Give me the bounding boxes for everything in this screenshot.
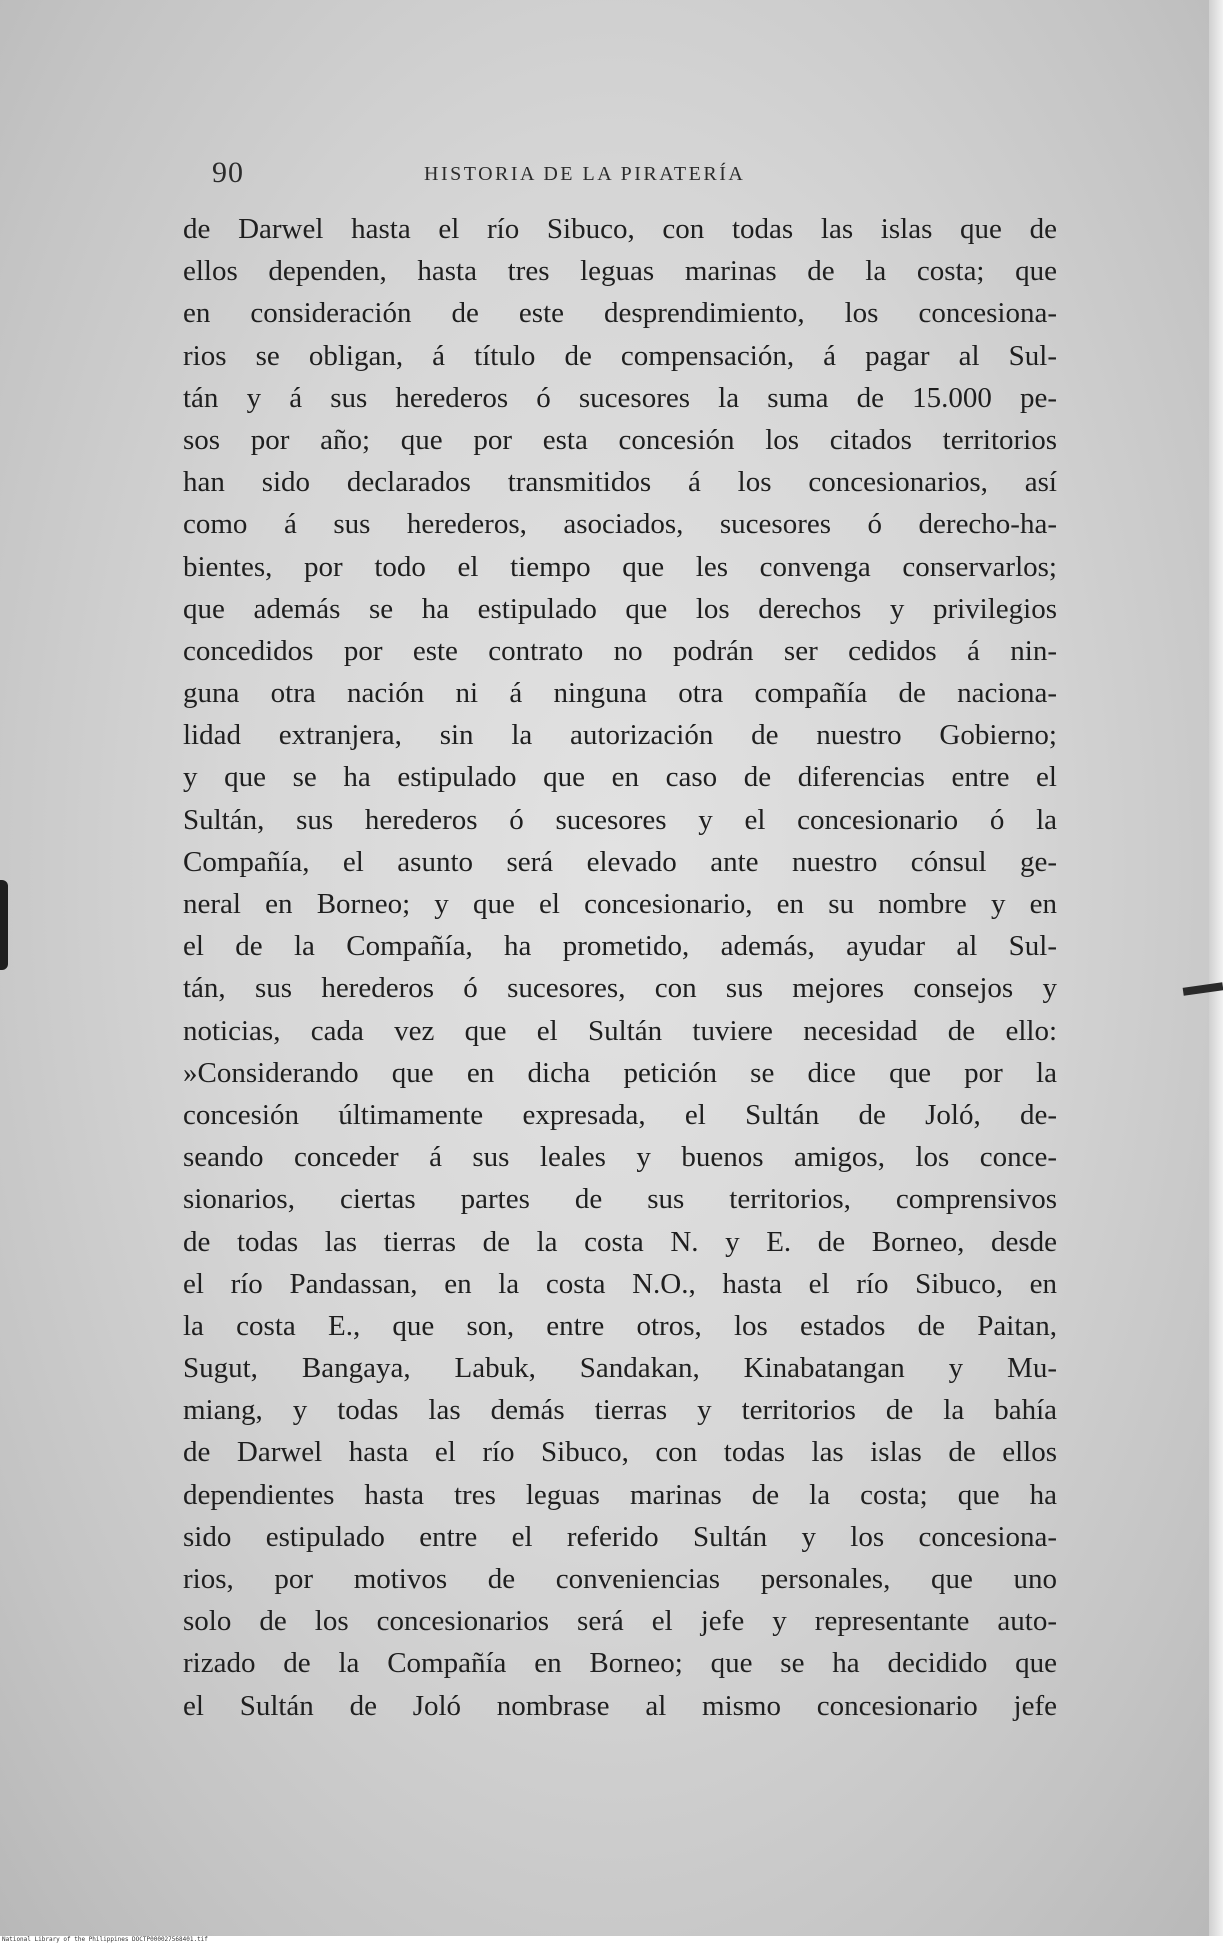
text-line: de Darwel hasta el río Sibuco, con todas las islas de ellos <box>183 1436 1057 1469</box>
text-line: lidad extranjera, sin la autorización de nuestro Gobierno; <box>183 719 1057 752</box>
text-line: en consideración de este desprendimiento, los concesiona- <box>183 297 1057 330</box>
text-line: rizado de la Compañía en Borneo; que se ha decidido que <box>183 1647 1057 1680</box>
body-text <box>183 208 1057 1727</box>
text-line: »Considerando que en dicha petición se dice que por la <box>183 1056 1057 1089</box>
text-line: la costa E., que son, entre otros, los estados de Paitan, <box>183 1309 1057 1342</box>
binding-mark-left <box>0 880 8 970</box>
text-line: de todas las tierras de la costa N. y E. de Borneo, desde <box>183 1225 1057 1258</box>
text-line: dependientes hasta tres leguas marinas de la costa; que ha <box>183 1478 1057 1511</box>
text-line: guna otra nación ni á ninguna otra compañía de naciona- <box>183 677 1057 710</box>
footer-strip <box>0 1936 1223 1950</box>
text-line: que además se ha estipulado que los derechos y privilegios <box>183 592 1057 625</box>
text-line: han sido declarados transmitidos á los concesionarios, así <box>183 466 1057 499</box>
text-line: el río Pandassan, en la costa N.O., hasta el río Sibuco, en <box>183 1267 1057 1300</box>
scan-caption: National Library of the Philippines DOCTP000027568401.tif <box>2 1936 208 1943</box>
text-line: miang, y todas las demás tierras y territorios de la bahía <box>183 1394 1057 1427</box>
text-line: rios, por motivos de conveniencias personales, que uno <box>183 1563 1057 1595</box>
text-line: sionarios, ciertas partes de sus territorios, comprensivos <box>183 1183 1057 1216</box>
text-line: neral en Borneo; y que el concesionario, en su nombre y en <box>183 888 1057 920</box>
text-line: concesión últimamente expresada, el Sultán de Joló, de- <box>183 1098 1057 1131</box>
text-line: el de la Compañía, ha prometido, además, ayudar al Sul- <box>183 930 1057 963</box>
text-line: seando conceder á sus leales y buenos amigos, los conce- <box>183 1141 1057 1174</box>
page-edge-shadow <box>1209 0 1223 1936</box>
text-line: solo de los concesionarios será el jefe y representante auto- <box>183 1605 1057 1638</box>
text-line: el Sultán de Joló nombrase al mismo concesionario jefe <box>183 1689 1057 1722</box>
text-line: de Darwel hasta el río Sibuco, con todas las islas que de <box>183 213 1057 245</box>
text-line: Sultán, sus herederos ó sucesores y el concesionario ó la <box>183 803 1057 836</box>
text-line: sos por año; que por esta concesión los citados territorios <box>183 423 1057 456</box>
running-title: HISTORIA DE LA PIRATERÍA <box>424 163 746 185</box>
text-line: tán y á sus herederos ó sucesores la suma de 15.000 pe- <box>183 381 1057 414</box>
text-line: y que se ha estipulado que en caso de diferencias entre el <box>183 761 1057 794</box>
text-line: ellos dependen, hasta tres leguas marinas de la costa; que <box>183 255 1057 288</box>
page-header <box>212 156 812 196</box>
text-line: rios se obligan, á título de compensación, á pagar al Sul- <box>183 339 1057 372</box>
page-number: 90 <box>212 156 244 189</box>
text-line: tán, sus herederos ó sucesores, con sus mejores consejos y <box>183 972 1057 1005</box>
text-line: como á sus herederos, asociados, sucesores ó derecho-ha- <box>183 508 1057 541</box>
text-line: Sugut, Bangaya, Labuk, Sandakan, Kinabatangan y Mu- <box>183 1352 1057 1385</box>
text-line: bientes, por todo el tiempo que les convenga conservarlos; <box>183 550 1057 583</box>
text-line: Compañía, el asunto será elevado ante nuestro cónsul ge- <box>183 845 1057 878</box>
text-line: noticias, cada vez que el Sultán tuviere necesidad de ello: <box>183 1014 1057 1047</box>
text-line: sido estipulado entre el referido Sultán y los concesiona- <box>183 1520 1057 1553</box>
text-line: concedidos por este contrato no podrán ser cedidos á nin- <box>183 634 1057 667</box>
